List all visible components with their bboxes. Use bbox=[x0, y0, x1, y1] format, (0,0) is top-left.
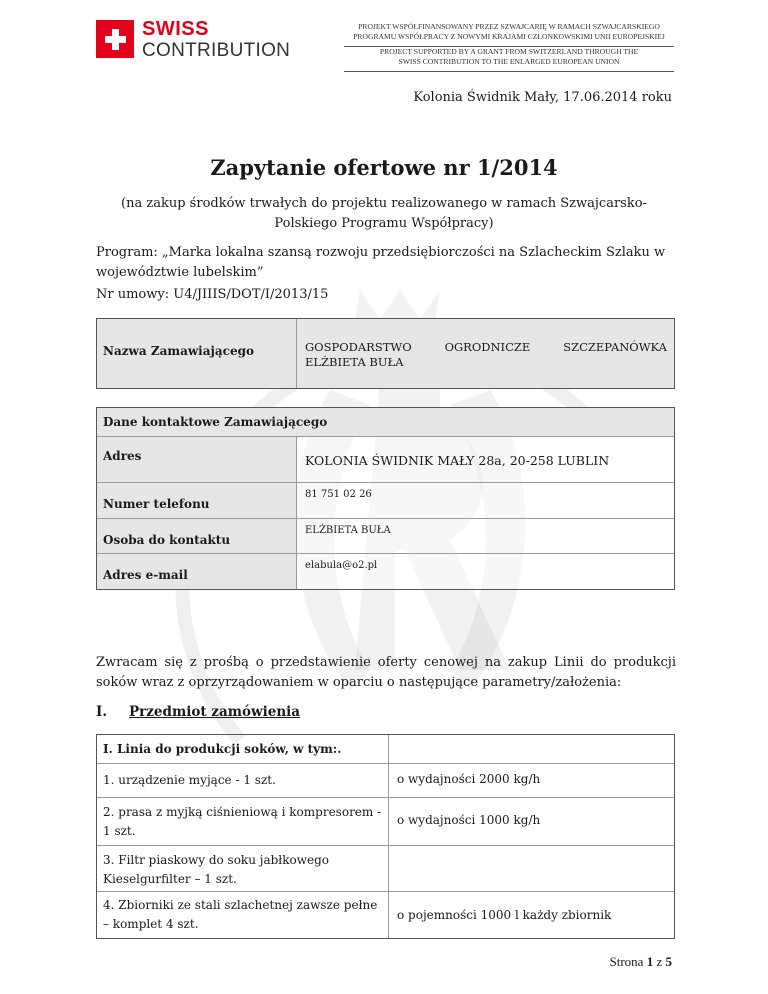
item-name: 3. Filtr piaskowy do soku jabłkowego Kieselgurfilter – 1 szt. bbox=[103, 853, 329, 886]
contact-value-cell bbox=[297, 554, 674, 589]
swiss-flag-icon bbox=[96, 20, 134, 58]
email-label: Adres e-mail bbox=[103, 568, 188, 582]
contract-number: Nr umowy: U4/JIIIS/DOT/I/2013/15 bbox=[96, 287, 329, 302]
section-number: I. bbox=[96, 704, 108, 720]
contact-value-cell bbox=[297, 437, 674, 482]
item-name-cell bbox=[97, 764, 389, 797]
program-name: Program: „Marka lokalna szansą rozwoju przedsiębiorczości na Szlacheckim Szlaku w województwie lubelskim” bbox=[96, 245, 666, 280]
contact-person-label: Osoba do kontaktu bbox=[103, 533, 231, 547]
footer-prefix: Strona bbox=[609, 954, 644, 969]
email-value: elabula@o2.pl bbox=[305, 560, 378, 571]
contact-heading-text: Dane kontaktowe Zamawiającego bbox=[103, 415, 328, 429]
logo-text-swiss: SWISS bbox=[142, 18, 209, 40]
address-label: Adres bbox=[103, 449, 142, 463]
ordering-party-value-line2: ELŻBIETA BUŁA bbox=[305, 355, 404, 369]
address-value: KOLONIA ŚWIDNIK MAŁY 28a, 20-258 LUBLIN bbox=[305, 453, 610, 468]
document-title: Zapytanie ofertowe nr 1/2014 bbox=[210, 155, 558, 180]
header-en-line1: PROJECT SUPPORTED BY A GRANT FROM SWITZERLAND THROUGH THE bbox=[379, 47, 639, 56]
ordering-party-table bbox=[96, 318, 675, 389]
contact-label-cell bbox=[97, 483, 297, 518]
intro-paragraph: Zwracam się z prośbą o przedstawienie oferty cenowej na zakup Linii do produkcji soków wraz z oprzyrządowaniem w oparciu o następujące parametry/założenia: bbox=[96, 655, 676, 690]
item-name: 2. prasa z myjką ciśnieniową i kompresorem - 1 szt. bbox=[103, 805, 382, 838]
header-english-note bbox=[344, 47, 674, 72]
item-name-cell bbox=[97, 798, 389, 845]
phone-label: Numer telefonu bbox=[103, 497, 210, 511]
item-spec: o wydajności 2000 kg/h bbox=[397, 772, 541, 786]
contact-label-cell bbox=[97, 554, 297, 589]
footer-page-total: 5 bbox=[665, 954, 672, 969]
document-date: Kolonia Świdnik Mały, 17.06.2014 roku bbox=[413, 90, 672, 105]
table-row bbox=[97, 764, 674, 798]
phone-value: 81 751 02 26 bbox=[305, 489, 372, 500]
footer-sep: z bbox=[656, 954, 663, 969]
table-row bbox=[97, 892, 674, 938]
contact-label-cell bbox=[97, 519, 297, 553]
table-row bbox=[97, 483, 674, 519]
item-spec: o wydajności 1000 kg/h bbox=[397, 813, 541, 827]
swiss-contribution-logo bbox=[96, 18, 291, 66]
table-row bbox=[97, 519, 674, 554]
ordering-party-label-cell bbox=[97, 319, 297, 388]
header-pl-line2: PROGRAMU WSPÓŁPRACY Z NOWYMI KRAJAMI CZŁONKOWSKIMI UNII EUROPEJSKIEJ bbox=[353, 32, 665, 41]
section-title: Przedmiot zamówienia bbox=[129, 704, 301, 720]
item-name-cell bbox=[97, 892, 389, 938]
item-spec: o pojemności 1000 l każdy zbiornik bbox=[397, 908, 612, 922]
ordering-party-value-cell bbox=[297, 319, 674, 388]
items-table bbox=[96, 734, 675, 939]
header-polish-note bbox=[344, 22, 674, 47]
contact-value-cell bbox=[297, 483, 674, 518]
ordering-party-label: Nazwa Zamawiającego bbox=[103, 344, 254, 358]
logo-text-contribution: CONTRIBUTION bbox=[142, 40, 291, 61]
footer-page-number: 1 bbox=[646, 954, 654, 969]
item-spec-cell bbox=[389, 798, 674, 845]
item-name-cell bbox=[97, 846, 389, 891]
item-name: 4. Zbiorniki ze stali szlachetnej zawsze pełne – komplet 4 szt. bbox=[103, 898, 378, 931]
items-heading: I. Linia do produkcji soków, w tym:. bbox=[103, 742, 342, 756]
table-row bbox=[97, 437, 674, 483]
item-spec-cell bbox=[389, 892, 674, 938]
contact-value-cell bbox=[297, 519, 674, 553]
table-row bbox=[97, 735, 674, 764]
contact-person-value: ELŻBIETA BUŁA bbox=[305, 525, 391, 536]
page-footer bbox=[610, 954, 672, 970]
contact-label-cell bbox=[97, 437, 297, 482]
document-subtitle: (na zakup środków trwałych do projektu realizowanego w ramach Szwajcarsko-Polskiego Programu Współpracy) bbox=[121, 196, 647, 231]
item-spec-cell bbox=[389, 764, 674, 797]
contact-table-heading bbox=[97, 408, 674, 437]
table-row bbox=[97, 798, 674, 846]
items-heading-empty-cell bbox=[389, 735, 674, 763]
table-row bbox=[97, 846, 674, 892]
item-name: 1. urządzenie myjące - 1 szt. bbox=[103, 773, 276, 787]
header-en-line2: SWISS CONTRIBUTION TO THE ENLARGED EUROPEAN UNION bbox=[398, 57, 620, 66]
contact-table bbox=[96, 407, 675, 590]
table-row bbox=[97, 554, 674, 589]
header-pl-line1: PROJEKT WSPÓŁFINANSOWANY PRZEZ SZWAJCARIĘ W RAMACH SZWAJCARSKIEGO bbox=[358, 22, 660, 31]
ordering-party-value-line1: GOSPODARSTWO OGRODNICZE SZCZEPANÓWKA bbox=[305, 340, 667, 354]
item-spec-cell bbox=[389, 846, 674, 891]
items-heading-cell bbox=[97, 735, 389, 763]
